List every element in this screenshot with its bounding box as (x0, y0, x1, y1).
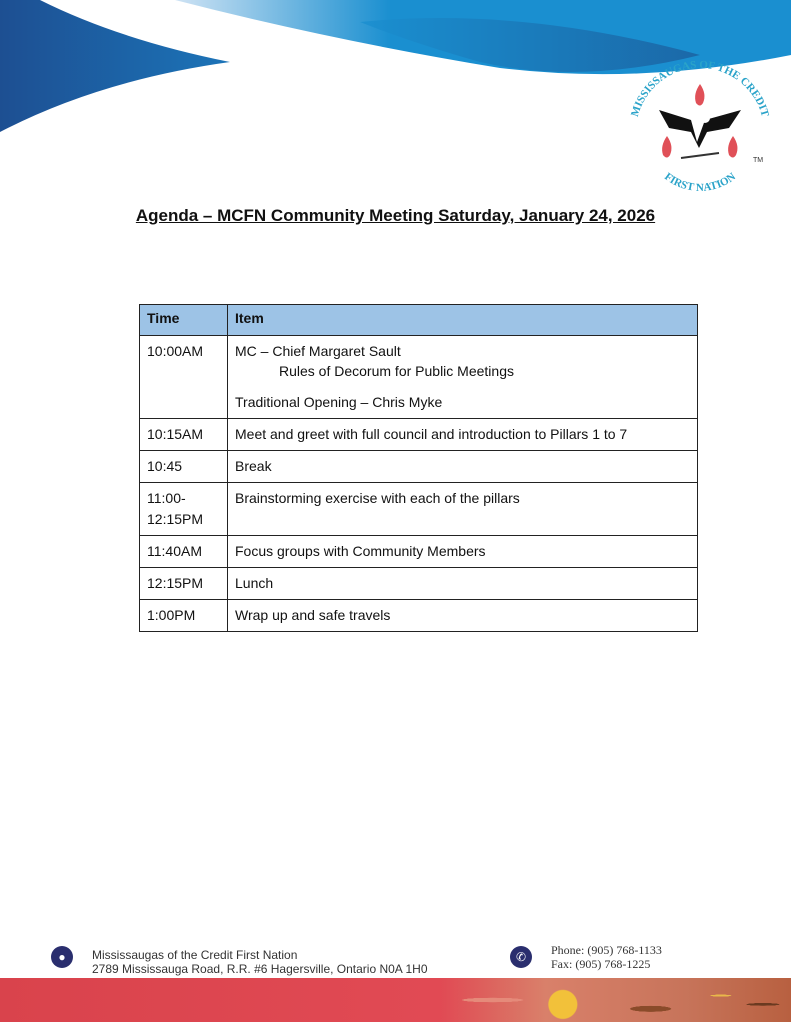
table-row (140, 600, 698, 632)
mcfn-logo (625, 54, 775, 204)
table-header-row (140, 305, 698, 336)
footer-contact (551, 943, 662, 971)
logo-trademark: TM (753, 157, 764, 164)
item-line: Traditional Opening – Chris Myke (235, 394, 443, 410)
item-line: MC – Chief Margaret Sault (235, 343, 401, 359)
time-cell: 10:15AM (140, 419, 228, 451)
item-cell: Brainstorming exercise with each of the pillars (228, 483, 698, 536)
phone-number: Phone: (905) 768-1133 (551, 943, 662, 957)
time-cell: 11:00-12:15PM (140, 483, 228, 536)
table-row (140, 419, 698, 451)
time-cell: 12:15PM (140, 568, 228, 600)
logo-bottom-text: FIRST NATION (662, 170, 738, 194)
table-row (140, 451, 698, 483)
item-line: Rules of Decorum for Public Meetings (279, 363, 514, 379)
page-title: Agenda – MCFN Community Meeting Saturday, January 24, 2026 (135, 206, 656, 225)
org-name: Mississaugas of the Credit First Nation (92, 948, 298, 962)
time-cell: 1:00PM (140, 600, 228, 632)
footer-address (92, 948, 428, 976)
table-row (140, 568, 698, 600)
footer-mural-image (440, 978, 791, 1022)
fax-number: Fax: (905) 768-1225 (551, 957, 651, 971)
item-cell: Meet and greet with full council and introduction to Pillars 1 to 7 (228, 419, 698, 451)
svg-text:FIRST NATION (662, 171, 738, 194)
table-row (140, 536, 698, 568)
header-time: Time (140, 305, 228, 336)
time-cell: 11:40AM (140, 536, 228, 568)
table-row (140, 336, 698, 419)
logo-top-text: MISSISSAUGAS OF THE CREDIT (628, 58, 772, 119)
item-cell: Break (228, 451, 698, 483)
address: 2789 Mississauga Road, R.R. #6 Hagersville, Ontario N0A 1H0 (92, 962, 428, 976)
header-item: Item (228, 305, 698, 336)
location-pin-icon: ● (51, 946, 73, 968)
time-cell: 10:45 (140, 451, 228, 483)
item-cell: Wrap up and safe travels (228, 600, 698, 632)
item-cell: Focus groups with Community Members (228, 536, 698, 568)
time-cell: 10:00AM (140, 336, 228, 419)
table-row (140, 483, 698, 536)
phone-icon: ✆ (510, 946, 532, 968)
item-cell: Lunch (228, 568, 698, 600)
item-cell (228, 336, 698, 419)
agenda-table (139, 304, 698, 632)
